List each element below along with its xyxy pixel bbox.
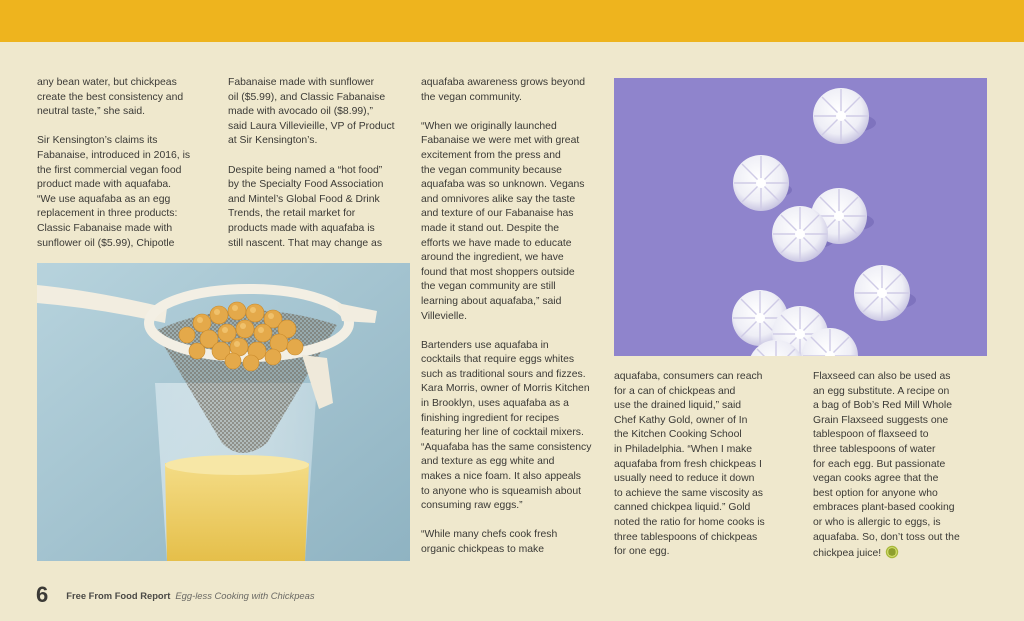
text-column-1 bbox=[37, 76, 209, 251]
top-color-bar bbox=[0, 0, 1024, 42]
meringues-illustration bbox=[614, 78, 987, 356]
paragraph: Fabanaise made with sunflower oil ($5.99), and Classic Fabanaise made with avocado oil ($8.99),” said Laura Villevieille, VP of Product at Sir Kensington’s. bbox=[228, 77, 395, 147]
paragraph: Despite being named a “hot food” by the Specialty Food Association and Mintel’s Global Food & Drink Trends, the retail market for products made with aquafaba is still nascent. That may change as bbox=[228, 164, 384, 249]
paragraph: any bean water, but chickpeas create the best consistency and neutral taste,” she said. bbox=[37, 77, 184, 118]
section-subtitle: Egg-less Cooking with Chickpeas bbox=[175, 589, 315, 601]
text-column-2 bbox=[228, 76, 413, 251]
text-column-3 bbox=[421, 76, 607, 558]
meringues-photo bbox=[614, 78, 987, 356]
paragraph: Sir Kensington’s claims its Fabanaise, introduced in 2016, is the first commercial vegan food product made with aquafaba. “We use aquafaba as an egg replacement in three products: Classic Fabanaise made with sunflower oil ($5.99), Chipotle bbox=[37, 135, 191, 249]
paragraph bbox=[813, 370, 983, 562]
paragraph: “While many chefs cook fresh organic chickpeas to make bbox=[421, 529, 558, 555]
page-footer bbox=[36, 582, 315, 608]
paragraph: “When we originally launched Fabanaise we were met with great excitement from the press and the vegan community because aquafaba was so unknown. Vegans and omnivores alike say the taste and texture of our Fabanaise has made it stand out. Despite the efforts we have made to educate around the ingredient, we have found that most shoppers outside the vegan community are still learning about aquafaba,” said Villevielle. bbox=[421, 120, 585, 322]
text-column-5 bbox=[813, 370, 983, 562]
chickpeas-strainer-illustration bbox=[37, 263, 410, 561]
paragraph: aquafaba, consumers can reach for a can of chickpeas and use the drained liquid,” said Chef Kathy Gold, owner of In the Kitchen Cooking School in Philadelphia. “When I make aquafaba from fresh chickpeas I usually need to reduce it down to achieve the same viscosity as canned chickpea liquid.” Gold noted the ratio for home cooks is three tablespoons of chickpeas for one egg. bbox=[614, 371, 765, 558]
report-name: Free From Food Report bbox=[66, 589, 171, 601]
paragraph-text: Flaxseed can also be used as an egg substitute. A recipe on a bag of Bob’s Red Mill Whole Grain Flaxseed suggests one tablespoon of flaxseed to three tablespoons of water for each egg. But passionate vegan cooks agree that the best option for anyone who embraces plant-based cooking or who is allergic to eggs, is aquafaba. So, don’t toss out the chickpea juice! bbox=[813, 371, 960, 560]
chickpeas-strainer-photo bbox=[37, 263, 410, 561]
page-number: 6 bbox=[36, 582, 49, 607]
chickpea-end-icon bbox=[885, 545, 899, 559]
paragraph: aquafaba awareness grows beyond the vegan community. bbox=[421, 77, 586, 103]
paragraph: Bartenders use aquafaba in cocktails that require eggs whites such as traditional sours and fizzes. Kara Morris, owner of Morris Kitchen in Brooklyn, uses aquafaba as a finishing ingredient for recipes featuring her line of cocktail mixers. “Aquafaba has the same consistency and texture as egg white and makes a nice foam. It also appeals to anyone who is squeamish about consuming raw eggs.” bbox=[421, 339, 592, 512]
text-column-4 bbox=[614, 370, 796, 560]
